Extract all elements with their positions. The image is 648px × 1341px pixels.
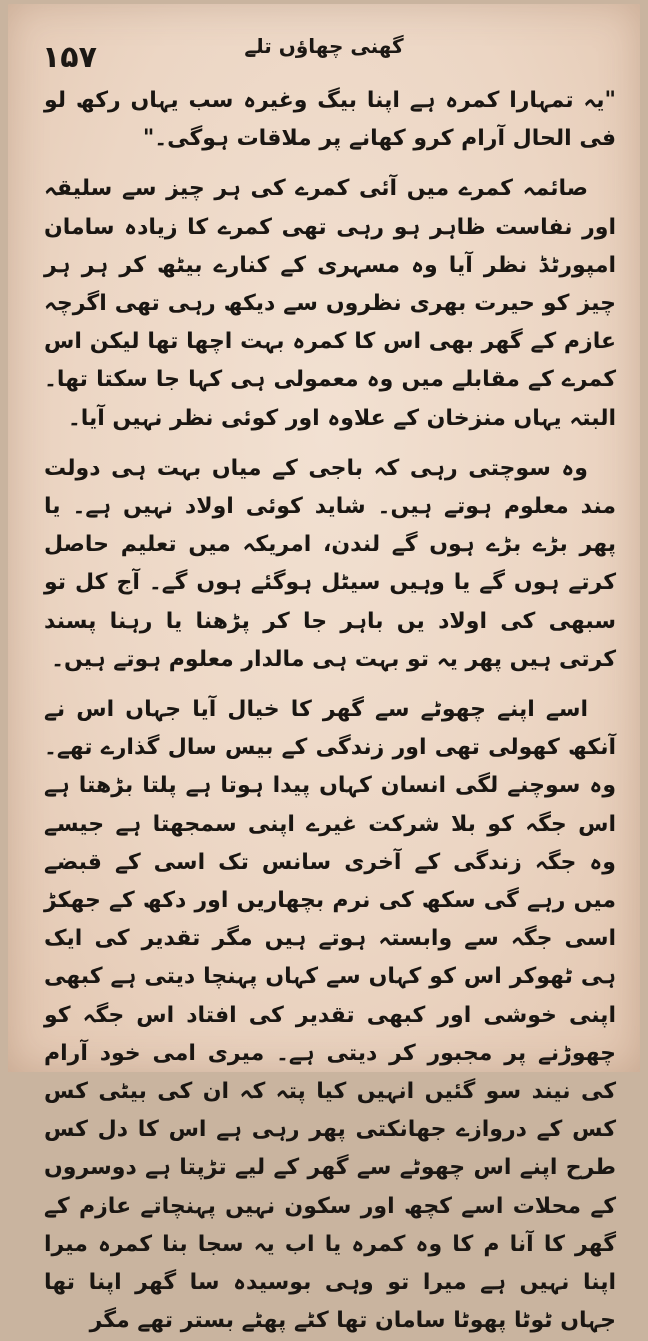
- page-number: ۱۵۷: [42, 40, 97, 75]
- book-page: [8, 4, 640, 1334]
- paragraph-3: وہ سوچتی رہی کہ باجی کے میاں بہت ہی دولت مند معلوم ہوتے ہیں۔ شاید کوئی اولاد نہیں ہے۔ یا پھر بڑے بڑے ہوں گے لندن، امریکہ میں تعلیم حاصل کرتے ہوں گے یا وہیں سیٹل ہوگئے ہوں گے۔ آج کل تو سبھی کی اولاد یں باہر جا کر پڑھنا یا رہنا پسند کرتی ہیں پھر یہ تو بہت ہی مالدار معلوم ہوتے ہیں۔: [44, 455, 616, 672]
- page-header: [28, 20, 620, 80]
- paragraph-4: اسے اپنے چھوٹے سے گھر کا خیال آیا جہاں اس نے آنکھ کھولی تھی اور زندگی کے بیس سال گذارے تھے۔ وہ سوچنے لگی انسان کہاں پیدا ہوتا ہے پلتا بڑھتا ہے اس جگہ کو بلا شرکت غیرے اپنی سمجھتا ہے جیسے وہ جگہ زندگی کے آخری سانس تک اسی کے قبضے میں رہے گی سکھ کی نرم بچھاریں اور دکھ کے جھکڑ اسی جگہ سے وابستہ ہوتے ہیں مگر تقدیر کی ایک ہی ٹھوکر اس کو کہاں سے کہاں پہنچا دیتی ہے کبھی اپنی خوشی اور کبھی تقدیر کی افتاد اس جگہ کو چھوڑنے پر مجبور کر دیتی ہے۔ میری امی خود آرام کی نیند سو گئیں انہیں کیا پتہ کہ ان کی بیٹی کس کس کے دروازے جھانکتی پھر رہی ہے اس کا دل کس طرح اپنے اس چھوٹے سے گھر کے لیے تڑپتا ہے دوسروں کے محلات اسے کچھ اور سکون نہیں پہنچاتے عازم کے گھر کا آنا م کا وہ کمرہ یا اب یہ سجا بنا کمرہ میرا اپنا نہیں ہے میرا تو وہی بوسیدہ سا گھر اپنا تھا جہاں ٹوٹا پھوٹا سامان تھا کٹے پھٹے بستر تھے مگر: [44, 697, 616, 1334]
- paragraph-2: صائمہ کمرے میں آئی کمرے کی ہر چیز سے سلیقہ اور نفاست ظاہر ہو رہی تھی کمرے کا زیادہ سامان امپورٹڈ نظر آیا وہ مسہری کے کنارے بیٹھ کر ہر ہر چیز کو حیرت بھری نظروں سے دیکھ رہی تھی اگرچہ عازم کے گھر بھی اس کا کمرہ بہت اچھا تھا لیکن اس کمرے کے مقابلے میں وہ معمولی ہی کہا جا سکتا تھا۔ البتہ یہاں منزخان کے علاوہ اور کوئی نظر نہیں آیا۔: [44, 176, 616, 431]
- body-text: [44, 82, 616, 1341]
- paragraph-1: "یہ تمہارا کمرہ ہے اپنا بیگ وغیرہ سب یہاں رکھ لو فی الحال آرام کرو کھانے پر ملاقات ہوگی۔": [44, 88, 616, 152]
- running-title: گھنی چھاؤں تلے: [244, 34, 404, 58]
